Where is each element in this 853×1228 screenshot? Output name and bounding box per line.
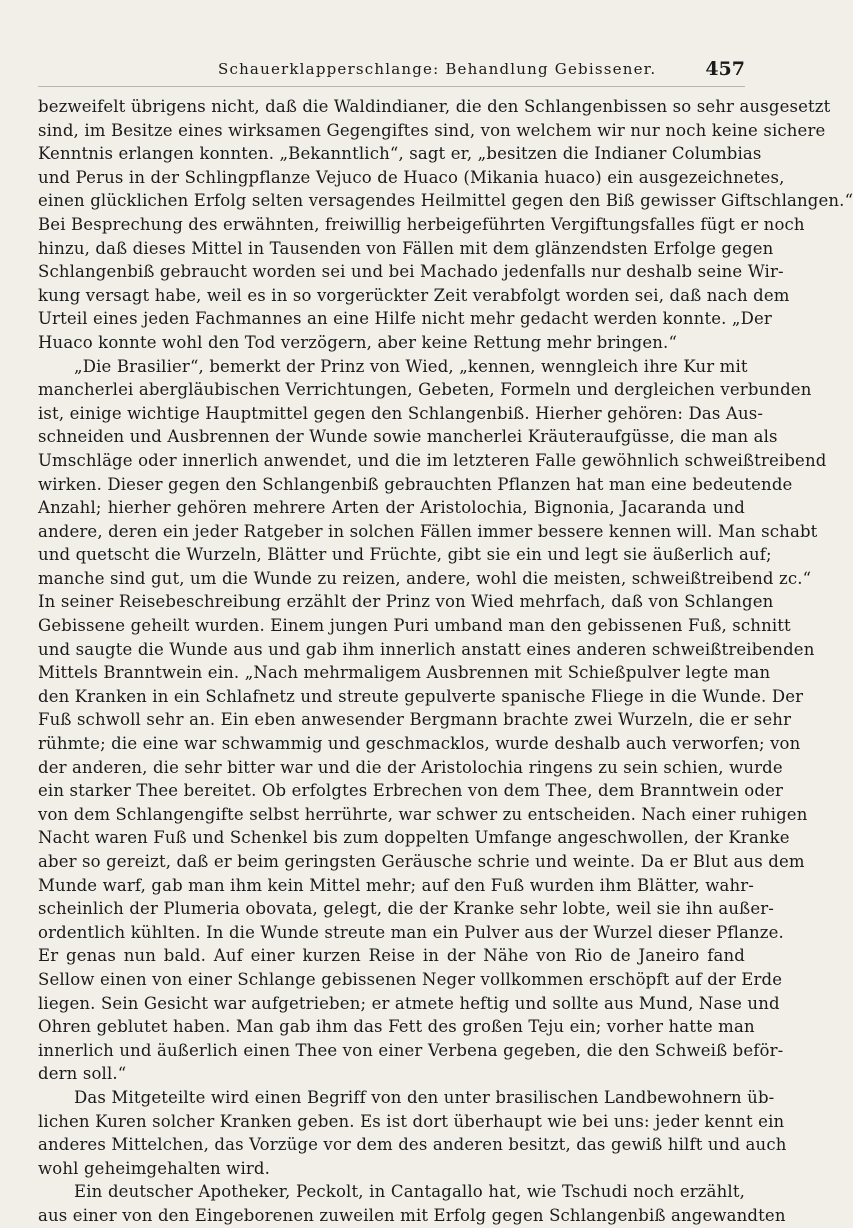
text-line: Nacht waren Fuß und Schenkel bis zum doppelten Umfange angeschwollen, der Kranke	[38, 828, 790, 848]
text-line: sind, im Besitze eines wirksamen Gegengiftes sind, von welchem wir nur noch keine sichere	[38, 120, 826, 140]
text-line: und quetscht die Wurzeln, Blätter und Früchte, gibt sie ein und legt sie äußerlich auf;	[38, 545, 772, 565]
text-line: und Perus in der Schlingpflanze Vejuco de Huaco (Mikania huaco) ein ausgezeichnetes,	[38, 167, 785, 187]
text-line: hinzu, daß dieses Mittel in Tausenden von Fällen mit dem glänzendsten Erfolge gegen	[38, 238, 774, 258]
text-line: wirken. Dieser gegen den Schlangenbiß gebrauchten Pflanzen hat man eine bedeutende	[38, 474, 793, 494]
text-line: Huaco konnte wohl den Tod verzögern, aber keine Rettung mehr bringen.“	[38, 332, 678, 352]
text-line: wohl geheimgehalten wird.	[38, 1158, 271, 1178]
text-line: Gebissene geheilt wurden. Einem jungen Puri umband man den gebissenen Fuß, schnitt	[38, 616, 791, 636]
text-line: der anderen, die sehr bitter war und die der Aristolochia ringens zu sein schien, wurde	[38, 757, 783, 777]
text-line: von dem Schlangengifte selbst herrührte, war schwer zu entscheiden. Nach einer ruhigen	[38, 804, 808, 824]
text-line: mancherlei abergläubischen Verrichtungen, Gebeten, Formeln und dergleichen verbunden	[38, 380, 812, 400]
text-line: Er genas nun bald. Auf einer kurzen Reise in der Nähe von Rio de Janeiro fand	[38, 946, 745, 966]
text-line: Schlangenbiß gebraucht worden sei und bei Machado jedenfalls nur deshalb seine Wir-	[38, 262, 784, 282]
text-line: ein starker Thee bereitet. Ob erfolgtes Erbrechen von dem Thee, dem Branntwein oder	[38, 781, 784, 801]
page-header	[38, 50, 745, 87]
text-line: innerlich und äußerlich einen Thee von einer Verbena gegeben, die den Schweiß beför-	[38, 1040, 784, 1060]
text-line: anderes Mittelchen, das Vorzüge vor dem des anderen besitzt, das gewiß hilft und auch	[38, 1135, 787, 1155]
text-line: Mittels Branntwein ein. „Nach mehrmaligem Ausbrennen mit Schießpulver legte man	[38, 663, 771, 683]
text-line: aber so gereizt, daß er beim geringsten Geräusche schrie und weinte. Da er Blut aus dem	[38, 852, 805, 871]
text-line: Munde warf, gab man ihm kein Mittel mehr; auf den Fuß wurden ihm Blätter, wahr-	[38, 875, 755, 895]
text-line: Anzahl; hierher gehören mehrere Arten der Aristolochia, Bignonia, Jacaranda und	[38, 498, 745, 518]
text-line: und saugte die Wunde aus und gab ihm innerlich anstatt eines anderen schweißtreibenden	[38, 639, 815, 659]
text-line: schneiden und Ausbrennen der Wunde sowie mancherlei Kräuteraufgüsse, die man als	[38, 427, 778, 447]
text-line: Kenntnis erlangen konnten. „Bekanntlich“, sagt er, „besitzen die Indianer Columbias	[38, 144, 762, 164]
text-line: Urteil eines jeden Fachmannes an eine Hilfe nicht mehr gedacht werden konnte. „Der	[38, 309, 772, 329]
text-line: ordentlich kühlten. In die Wunde streute man ein Pulver aus der Wurzel dieser Pflanze.	[38, 922, 784, 942]
text-line: Umschläge oder innerlich anwendet, und die im letzteren Falle gewöhnlich schweißtreibend	[38, 450, 827, 470]
text-line: bezweifelt übrigens nicht, daß die Waldindianer, die den Schlangenbissen so sehr ausgesetzt	[38, 97, 831, 116]
text-line: „Die Brasilier“, bemerkt der Prinz von Wied, „kennen, wenngleich ihre Kur mit	[74, 356, 748, 376]
page-number: 457	[705, 58, 745, 80]
text-line: andere, deren ein jeder Ratgeber in solchen Fällen immer bessere kennen will. Man schabt	[38, 521, 818, 541]
text-line: liegen. Sein Gesicht war aufgetrieben; er atmete heftig und sollte aus Mund, Nase und	[38, 993, 780, 1013]
text-line: Bei Besprechung des erwähnten, freiwillig herbeigeführten Vergiftungsfalles fügt er noch	[38, 214, 805, 234]
text-line: Ein deutscher Apotheker, Peckolt, in Cantagallo hat, wie Tschudi noch erzählt,	[74, 1182, 745, 1202]
text-line: den Kranken in ein Schlafnetz und streute gepulverte spanische Fliege in die Wunde. Der	[38, 686, 804, 706]
text-line: scheinlich der Plumeria obovata, gelegt, die der Kranke sehr lobte, weil sie ihn außer-	[38, 899, 775, 919]
text-line: kung versagt habe, weil es in so vorgerückter Zeit verabfolgt worden sei, daß nach dem	[38, 285, 790, 305]
text-line: rühmte; die eine war schwammig und geschmacklos, wurde deshalb auch verworfen; von	[38, 734, 801, 754]
text-line: Fuß schwoll sehr an. Ein eben anwesender Bergmann brachte zwei Wurzeln, die er sehr	[38, 710, 792, 730]
text-line: einen glücklichen Erfolg selten versagendes Heilmittel gegen den Biß gewisser Giftschlangen.“	[38, 191, 853, 211]
text-line: aus einer von den Eingeborenen zuweilen mit Erfolg gegen Schlangenbiß angewandten	[38, 1205, 786, 1225]
text-line: In seiner Reisebeschreibung erzählt der Prinz von Wied mehrfach, daß von Schlangen	[38, 592, 774, 612]
text-line: Das Mitgeteilte wird einen Begriff von den unter brasilischen Landbewohnern üb-	[74, 1087, 775, 1107]
text-line: ist, einige wichtige Hauptmittel gegen den Schlangenbiß. Hierher gehören: Das Aus-	[38, 403, 764, 423]
text-line: lichen Kuren solcher Kranken geben. Es ist dort überhaupt wie bei uns: jeder kennt ein	[38, 1111, 785, 1131]
body-text	[38, 95, 853, 1228]
running-title: Schauerklapperschlange: Behandlung Gebissener.	[218, 60, 657, 78]
text-line: Ohren geblutet haben. Man gab ihm das Fett des großen Teju ein; vorher hatte man	[38, 1017, 755, 1037]
text-line: manche sind gut, um die Wunde zu reizen, andere, wohl die meisten, schweißtreibend zc.“	[38, 568, 812, 588]
text-line: dern soll.“	[38, 1064, 127, 1084]
text-line: Sellow einen von einer Schlange gebissenen Neger vollkommen erschöpft auf der Erde	[38, 969, 783, 989]
